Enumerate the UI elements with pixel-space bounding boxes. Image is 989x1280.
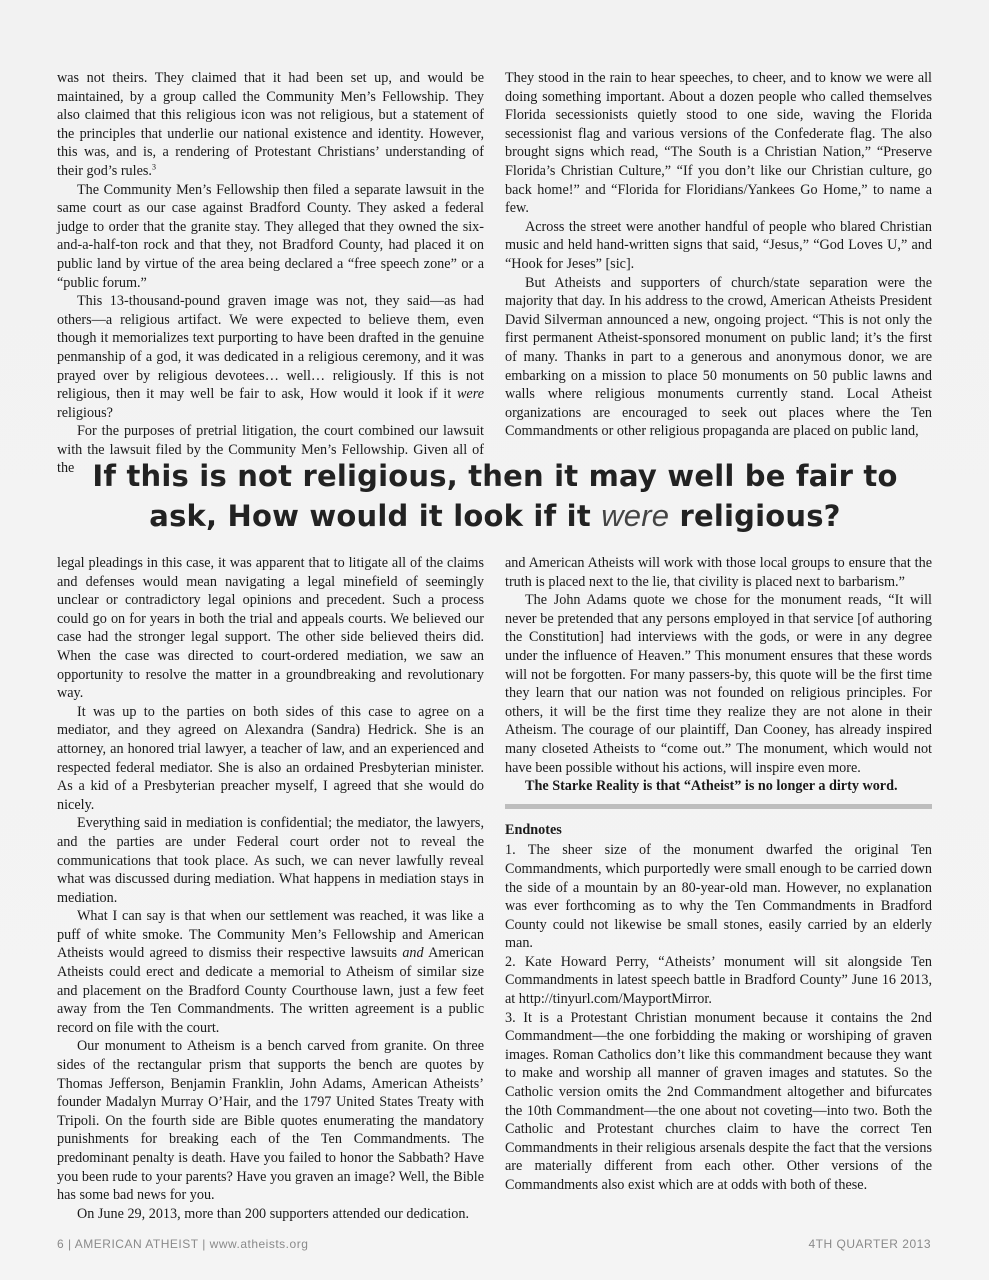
paragraph: It was up to the parties on both sides of this case to agree on a mediator, and they agreed on Alexandra (Sandra) Hedrick. She is an attorney, an honored trial lawyer, a teacher of law, and an experienced and respected federal mediator. She is also an ordained Presbyterian minister. As a kid of a Presbyterian preacher myself, I agreed that she would do nicely. [57, 703, 484, 813]
paragraph: On June 29, 2013, more than 200 supporters attended our dedication. [77, 1205, 470, 1222]
paragraph: The John Adams quote we chose for the monument reads, “It will never be pretended that any persons employed in that service [of authoring the Constitution] had interviews with the gods, or were in any degree under the influence of Heaven.” This monument ensures that these words will not be forgotten. For many passers-by, this quote will be the first time they learn that our nation was not founded on religious principles. For others, it will be the first time they realize they are not alone in their Atheism. The courage of our plaintiff, Dan Cooney, has already inspired many closeted Atheists to “come out.” The monument, which would not have been possible without his actions, will inspire even more. [505, 592, 932, 776]
paragraph: But Atheists and supporters of church/state separation were the majority that day. In his address to the crowd, American Atheists President David Silverman announced a new, ongoing project. “This is not only the first permanent Atheist-sponsored monument on public land; it’s the first of many. Thanks in part to a generous and anonymous donor, we are embarking on a mission to place 50 monuments on 50 public lawns and walls where religious monuments currently stand. Local Atheist organizations are encouraged to seek out places where the Ten Commandments or other religious propaganda are placed on public land, [505, 274, 932, 440]
pull-quote-line: If this is not religious, then it may well be fair to [92, 459, 898, 493]
endnote-item: 3. It is a Protestant Christian monument because it contains the 2nd Commandment—the one forbidding the making or worshiping of graven images. Roman Catholics don’t like this commandment because they want to make and worship all manner of graven images and statutes. So the Catholic version omits the 2nd Commandment altogether and bifurcates the 10th Commandment—the one about not coveting—into two. Both the Catholic and Protestant churches claim to have the correct Ten Commandments in their religious arsenals despite the fact that the versions are materially different from each other. Other versions of the Commandments also exist which are at odds with both of these. [505, 1009, 932, 1193]
column-top-left [57, 69, 484, 478]
paragraph: The Community Men’s Fellowship then filed a separate lawsuit in the same court as our case against Bradford County. They asked a federal judge to order that the granite stay. They alleged that they owned the six-and-a-half-ton rock and that they, not Bradford County, had placed it on public land by virtue of the area being declared a “free speech zone” or a “public forum.” [57, 181, 484, 291]
paragraph: was not theirs. They claimed that it had been set up, and would be maintained, by a group called the Community Men’s Fellowship. They also claimed that this religious icon was not religious, but a statement of the principles that underlie our national existence and identity. However, this was, and is, a rendering of Protestant Christians’ understanding of their god’s rules.$^3$ [57, 70, 484, 179]
footer-page-info: 6 | AMERICAN ATHEIST | www.atheists.org [57, 1237, 309, 1251]
endnotes [505, 821, 932, 1195]
endnotes-heading: Endnotes [505, 821, 562, 838]
paragraph: Our monument to Atheism is a bench carved from granite. On three sides of the rectangular prism that supports the bench are quotes by Thomas Jefferson, Benjamin Franklin, John Adams, American Atheists’ founder Madalyn Murray O’Hair, and the 1797 United States Treaty with Tripoli. On the fourth side are Bible quotes enumerating the mandatory punishments for breaking each of the Ten Commandments. The predominant penalty is death. Have you failed to honor the Sabbath? Have you been rude to your parents? Have you graven an image? Well, the Bible has some bad news for you. [57, 1038, 484, 1204]
footnote-ref: 3 [151, 162, 156, 172]
paragraph: and American Atheists will work with those local groups to ensure that the truth is placed next to the lie, that civility is placed next to barbarism.” [505, 555, 932, 590]
closing-line: The Starke Reality is that “Atheist” is no longer a dirty word. [525, 778, 898, 795]
paragraph: legal pleadings in this case, it was apparent that to litigate all of the claims and defenses would mean navigating a legal minefield of seemingly unclear or contradictory legal opinions and precedent. Such a process could go on for years in both the trial and appeals courts. We believed our case had the stronger legal support. The other side believed theirs did. When the case was directed to court-ordered mediation, we saw an opportunity to resolve the matter in a groundbreaking and revolutionary way. [57, 555, 484, 702]
paragraph: This 13-thousand-pound graven image was not, they said—as had others—a religious artifact. We were expected to believe them, even though it memorializes text purporting to have been drafted in the genuine penmanship of a god, it was dedicated in a religious ceremony, and it was prayed over by religious devotees… well… religiously. If this is not religious, then it may well be fair to ask, How would it look if it were religious? [57, 293, 484, 421]
endnote-item: 2. Kate Howard Perry, “Atheists’ monument will sit alongside Ten Commandments in latest speech battle in Bradford County” June 16 2013, at http://tinyurl.com/MayportMirror. [505, 953, 932, 1008]
paragraph: Everything said in mediation is confidential; the mediator, the lawyers, and the parties are under Federal court order not to reveal the communications that took place. As such, we can never lawfully reveal what was discussed during mediation. What happens in mediation stays in mediation. [57, 815, 484, 906]
paragraph: They stood in the rain to hear speeches, to cheer, and to know we were all doing something important. About a dozen people who called themselves Florida secessionists quietly stood to one side, waving the Florida secessionist flag and various versions of the Confederate flag. The also brought signs which read, “The South is a Christian Nation,” “Preserve Florida’s Christian Culture,” “If you don’t like our Christian culture, go back home!” and “Florida for Floridians/Yankees Go Home,” to name a few. [505, 70, 932, 217]
pull-quote [60, 456, 930, 536]
paragraph: Across the street were another handful of people who blared Christian music and held hand-written signs that said, “Jesus,” “God Loves U,” and “Hook for Jeses” [sic]. [505, 218, 932, 272]
pull-quote-line: ask, How would it look if it were religious? [149, 498, 841, 533]
divider [505, 804, 932, 809]
paragraph: For the purposes of pretrial litigation, the court combined our lawsuit with the lawsuit filed by the Community Men’s Fellowship. Given all of the [57, 423, 484, 477]
paragraph: What I can say is that when our settlement was reached, it was like a puff of white smoke. The Community Men’s Fellowship and American Atheists would agreed to dismiss their respective lawsuits and American Atheists could erect and dedicate a memorial to Atheism of similar size and placement on the Bradford County Courthouse lawn, just a few feet away from the Ten Commandments. The written agreement is a public record on file with the court. [57, 908, 484, 1036]
column-bottom-right [505, 554, 932, 1195]
footer-issue: 4TH QUARTER 2013 [808, 1237, 931, 1251]
column-bottom-left [57, 554, 484, 1223]
column-top-right [505, 69, 932, 441]
endnote-item: 1. The sheer size of the monument dwarfed the original Ten Commandments, which purportedly were small enough to be carried down the side of a mountain by an 80-year-old man. However, no explanation was ever forthcoming as to why the Ten Commandments in Bradford County could not likewise be small stones, easily carried by an elderly man. [505, 842, 932, 952]
